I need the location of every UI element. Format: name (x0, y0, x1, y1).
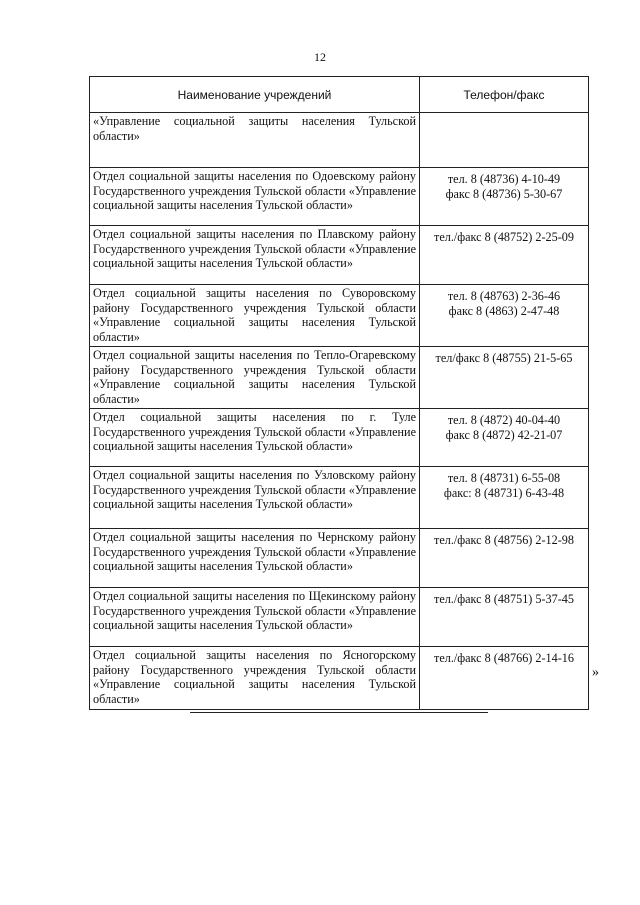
table-row (90, 529, 589, 588)
institution-name: Отдел социальной защиты населения по Суворовскому району Государственного учреждения Тульской области «Управление социальной защиты населения Тульской области» (90, 285, 420, 347)
phone-cell (420, 113, 589, 168)
page-number: 12 (314, 50, 326, 64)
phone-number: тел. 8 (48736) 4-10-49 (447, 172, 561, 186)
table-row (90, 285, 589, 347)
phone-number: тел. 8 (48763) 2-36-46 (447, 289, 561, 303)
phone-number: тел. 8 (48731) 6-55-08 (447, 471, 561, 485)
institution-name: Отдел социальной защиты населения по Ясногорскому району Государственного учреждения Тульской области «Управление социальной защиты населения Тульской области» (90, 647, 420, 710)
institution-name: Отдел социальной защиты населения по Тепло-Огаревскому району Государственного учреждения Тульской области «Управление социальной защиты населения Тульской области» (90, 347, 420, 409)
table-row (90, 113, 589, 168)
phone-fax-number: тел./факс 8 (48751) 5-37-45 (434, 592, 574, 606)
table-row (90, 647, 589, 710)
phone-fax-number: тел./факс 8 (48756) 2-12-98 (434, 533, 574, 547)
institutions-table (89, 76, 589, 710)
phone-cell (420, 588, 589, 647)
phone-cell (420, 467, 589, 529)
institution-name: Отдел социальной защиты населения по Щекинскому району Государственного учреждения Тульской области «Управление социальной защиты населения Тульской области» (90, 588, 420, 647)
institution-name: Отдел социальной защиты населения по Узловскому району Государственного учреждения Тульской области «Управление социальной защиты населения Тульской области» (90, 467, 420, 529)
institution-name: Отдел социальной защиты населения по Одоевскому району Государственного учреждения Тульской области «Управление социальной защиты населения Тульской области» (90, 168, 420, 226)
phone-cell (420, 226, 589, 285)
table-row (90, 588, 589, 647)
table-row (90, 226, 589, 285)
fax-number: факс 8 (4863) 2-47-48 (448, 303, 560, 318)
table-row (90, 467, 589, 529)
phone-cell (420, 529, 589, 588)
fax-number: факс 8 (4872) 42-21-07 (445, 427, 563, 442)
phone-number: тел. 8 (4872) 40-04-40 (447, 413, 561, 427)
column-header-name: Наименование учреждений (90, 77, 420, 113)
phone-fax-number: тел/факс 8 (48755) 21-5-65 (435, 351, 573, 365)
end-of-document-line (190, 712, 488, 713)
fax-number: факс: 8 (48731) 6-43-48 (443, 485, 565, 500)
phone-cell (420, 168, 589, 226)
phone-cell (420, 647, 589, 710)
institution-name: Отдел социальной защиты населения по Чернскому району Государственного учреждения Тульской области «Управление социальной защиты населения Тульской области» (90, 529, 420, 588)
institution-name: Отдел социальной защиты населения по г. Туле Государственного учреждения Тульской области «Управление социальной защиты населения Тульской области» (90, 409, 420, 467)
table-row (90, 409, 589, 467)
column-header-phone: Телефон/факс (420, 77, 589, 113)
table-header-row (90, 77, 589, 113)
table-row (90, 168, 589, 226)
closing-quote: » (592, 665, 599, 680)
phone-cell (420, 285, 589, 347)
table-body (90, 113, 589, 710)
phone-fax-number: тел./факс 8 (48766) 2-14-16 (434, 651, 574, 665)
fax-number: факс 8 (48736) 5-30-67 (445, 186, 563, 201)
phone-cell (420, 409, 589, 467)
institution-name: «Управление социальной защиты населения Тульской области» (90, 113, 420, 168)
table-row (90, 347, 589, 409)
institution-name: Отдел социальной защиты населения по Плавскому району Государственного учреждения Тульской области «Управление социальной защиты населения Тульской области» (90, 226, 420, 285)
phone-fax-number: тел./факс 8 (48752) 2-25-09 (434, 230, 574, 244)
phone-cell (420, 347, 589, 409)
